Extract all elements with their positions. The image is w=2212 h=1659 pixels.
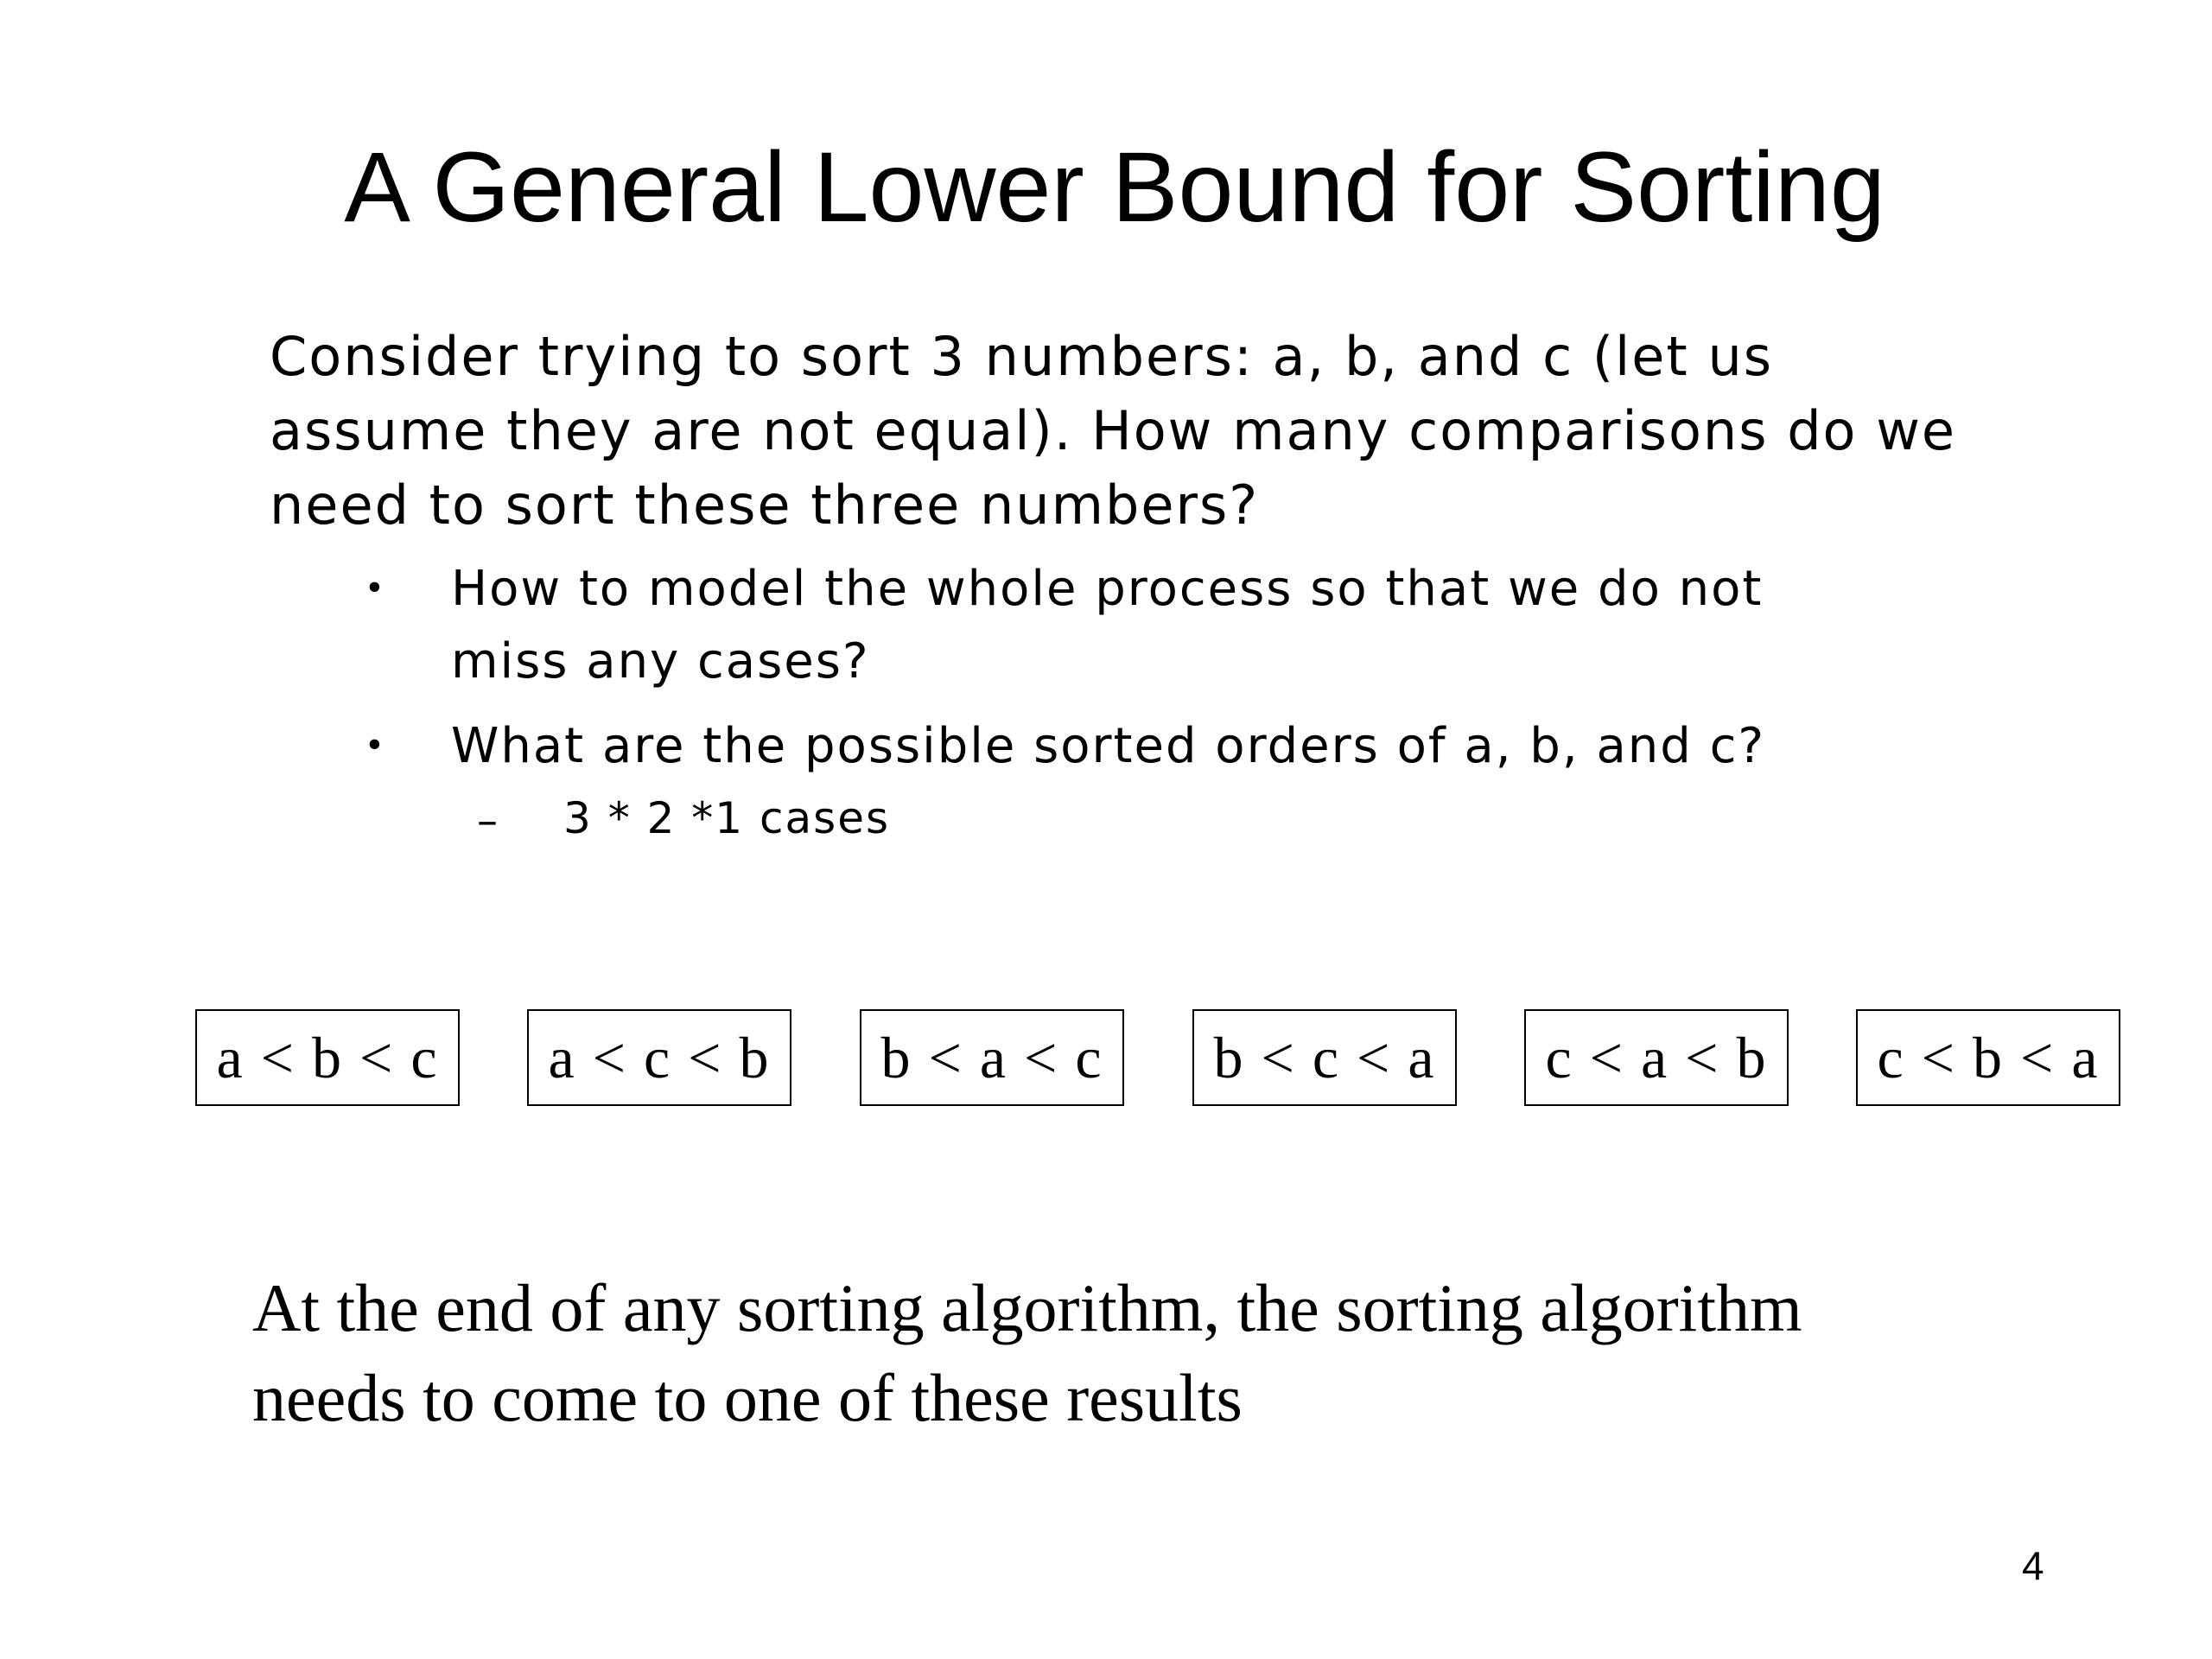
conclusion-text — [252, 1263, 1802, 1443]
sub-bullet-marker: – — [477, 797, 498, 845]
bullet-line: How to model the whole process so that we do not — [451, 561, 1764, 617]
ordering-box: c < b < a — [1856, 1009, 2120, 1106]
bullet-marker: • — [367, 721, 382, 767]
ordering-box: c < a < b — [1524, 1009, 1789, 1106]
conclusion-line: At the end of any sorting algorithm, the sorting algorithm — [252, 1270, 1802, 1345]
page-number: 4 — [2022, 1543, 2044, 1588]
slide-title: A General Lower Bound for Sorting — [344, 132, 1885, 243]
bullet-item-sorted-orders — [451, 710, 1765, 783]
intro-line: assume they are not equal). How many comparisons do we — [270, 399, 1957, 462]
intro-paragraph — [270, 320, 1956, 543]
ordering-box: b < c < a — [1192, 1009, 1457, 1106]
bullet-line: What are the possible sorted orders of a, b, and c? — [451, 718, 1766, 774]
bullet-item-model-process — [451, 553, 1763, 698]
sub-bullet-cases: 3 * 2 *1 cases — [563, 793, 890, 843]
conclusion-line: needs to come to one of these results — [252, 1360, 1243, 1435]
intro-line: Consider trying to sort 3 numbers: a, b, and c (let us — [270, 325, 1774, 388]
bullet-line: miss any cases? — [451, 633, 870, 690]
ordering-box: b < a < c — [860, 1009, 1124, 1106]
intro-line: need to sort these three numbers? — [270, 474, 1260, 537]
bullet-marker: • — [367, 564, 382, 610]
ordering-box: a < c < b — [527, 1009, 791, 1106]
ordering-box: a < b < c — [195, 1009, 460, 1106]
